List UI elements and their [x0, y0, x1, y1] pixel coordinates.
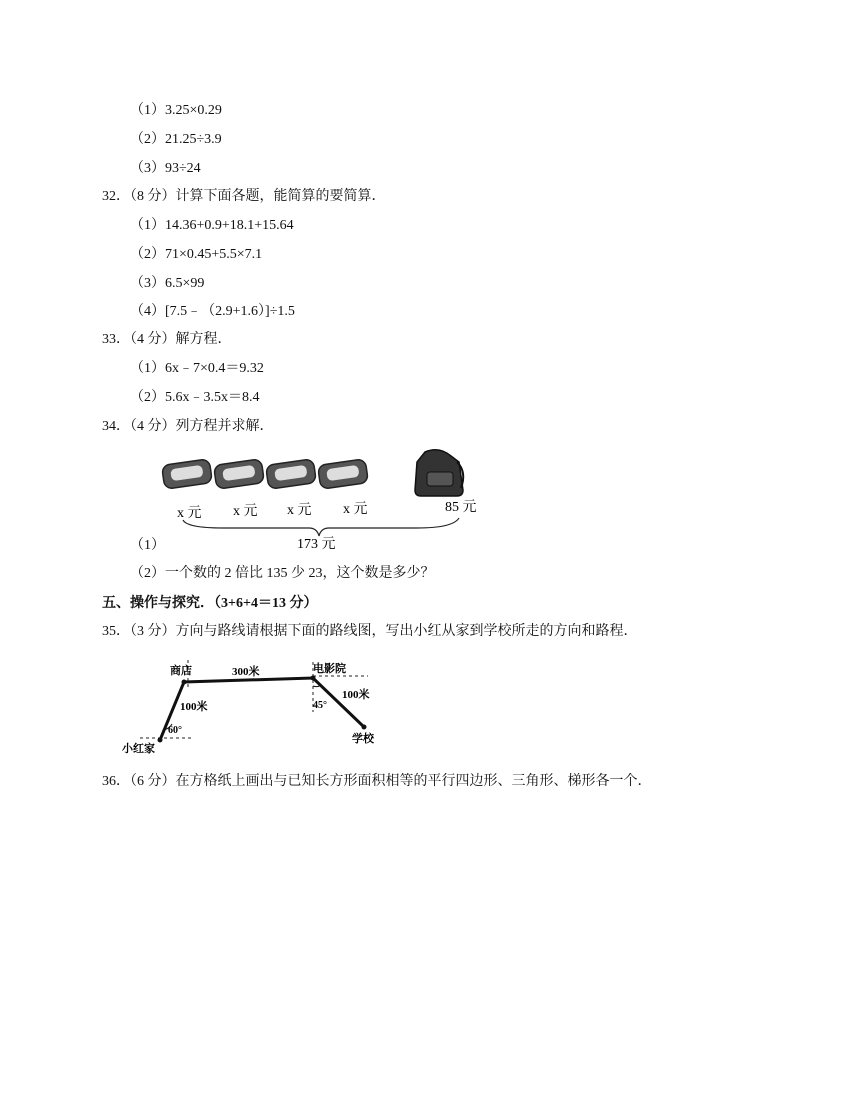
bag-price-label: 85 元	[445, 500, 477, 515]
pencil-case-icon	[162, 459, 213, 489]
total-label: 173 元	[297, 537, 336, 552]
q34-item-2: （2）一个数的 2 倍比 135 少 23，这个数是多少？	[130, 566, 435, 581]
angle-2: 45°	[313, 700, 327, 711]
q32-item-3: （3）6.5×99	[130, 276, 205, 291]
q32-item-2: （2）71×0.45+5.5×7.1	[130, 247, 263, 262]
q33-item-2: （2）5.6x﹣3.5x＝8.4	[130, 390, 260, 405]
q35-title: 35．（3 分）方向与路线请根据下面的路线图，写出小红从家到学校所走的方向和路程．	[102, 624, 638, 639]
section-5-title: 五、操作与探究．（3+6+4＝13 分）	[102, 596, 318, 611]
q32-title: 32．（8 分）计算下面各题，能简算的要简算．	[102, 189, 386, 204]
pencil-case-icon	[214, 459, 265, 489]
price-label-1: x 元	[177, 506, 202, 521]
angle-1: 60°	[168, 725, 182, 736]
pencil-case-icon	[266, 459, 317, 489]
q32-item-1: （1）14.36+0.9+18.1+15.64	[130, 218, 294, 233]
q34-figure	[155, 448, 495, 558]
pencil-case-icon	[318, 459, 369, 489]
price-label-3: x 元	[287, 503, 312, 518]
prev-item-3: （3）93÷24	[130, 161, 201, 176]
route-map	[118, 658, 408, 758]
q34-item-1: （1）	[130, 538, 165, 553]
price-label-2: x 元	[233, 504, 258, 519]
distance-1: 100米	[180, 701, 208, 713]
prev-item-2: （2）21.25÷3.9	[130, 132, 222, 147]
home-label: 小红家	[122, 743, 155, 755]
cinema-label: 电影院	[313, 663, 346, 675]
distance-3: 100米	[342, 689, 370, 701]
total-brace	[183, 518, 459, 536]
q34-title: 34．（4 分）列方程并求解．	[102, 419, 274, 434]
q33-item-1: （1）6x﹣7×0.4＝9.32	[130, 361, 264, 376]
q32-item-4: （4）[7.5﹣（2.9+1.6）]÷1.5	[130, 304, 295, 319]
distance-2: 300米	[232, 666, 260, 678]
q36-title: 36．（6 分）在方格纸上画出与已知长方形面积相等的平行四边形、三角形、梯形各一个．	[102, 774, 652, 789]
price-label-4: x 元	[343, 502, 368, 517]
prev-item-1: （1）3.25×0.29	[130, 103, 222, 118]
school-label: 学校	[352, 733, 374, 745]
home-point	[158, 738, 163, 743]
shop-label: 商店	[170, 665, 192, 677]
q33-title: 33．（4 分）解方程．	[102, 332, 232, 347]
shop-point	[182, 680, 187, 685]
backpack-icon	[415, 450, 463, 496]
cinema-point	[311, 676, 316, 681]
school-point	[362, 725, 367, 730]
